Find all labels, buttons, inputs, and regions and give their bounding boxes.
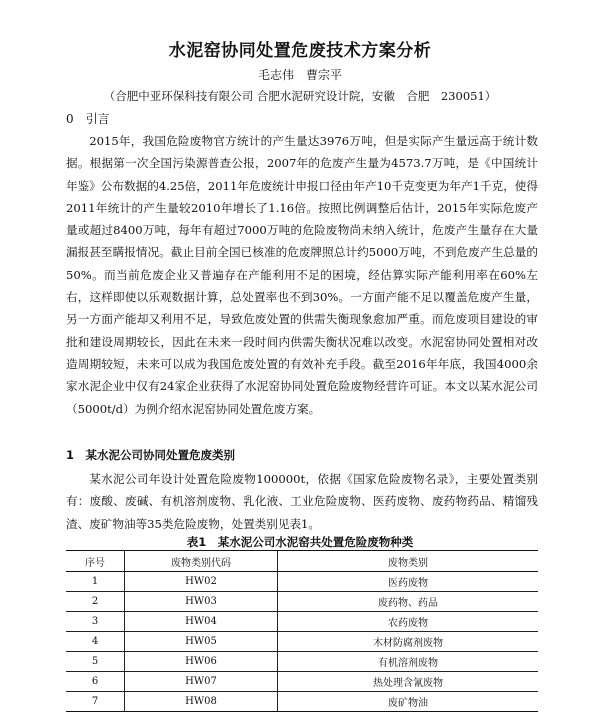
- header-index: 序号: [66, 551, 125, 572]
- table-row: [66, 632, 538, 652]
- cell-code: HW05: [125, 632, 278, 652]
- cell-index: 5: [66, 652, 125, 672]
- authors: 毛志伟 曹宗平: [257, 68, 342, 82]
- cell-category: 农药废物: [278, 612, 539, 632]
- section-heading-intro: 0 引言: [66, 112, 110, 126]
- affiliation: （合肥中亚环保科技有限公司 合肥水泥研究设计院，安徽 合肥 230051）: [103, 89, 497, 103]
- table-row: [66, 572, 538, 592]
- table-row: [66, 652, 538, 672]
- section-heading-categories: 1 某水泥公司协同处置危废类别: [66, 448, 235, 462]
- paper-title: 水泥窑协同处置危废技术方案分析: [168, 41, 432, 61]
- cell-code: HW07: [125, 672, 278, 692]
- table-caption: 表1 某水泥公司水泥窑共处置危险废物种类: [186, 535, 414, 549]
- cell-index: 7: [66, 692, 125, 712]
- cell-category: 有机溶剂废物: [278, 652, 539, 672]
- intro-paragraph: 2015年，我国危险废物官方统计的产生量达3976万吨，但是实际产生量远高于统计数据。根据第一次全国污染源普查公报，2007年的危废产生量为4573.7万吨，是《中国统计年鉴》公布数据的4.25倍，2011年危废统计申报口径由年产10千克变更为年产1千克，使得2011年统计的产生量较2010年增长了1.16倍。按照比例调整后估计，2015年实际危废产量或超过8400万吨，每年有超过7000万吨的危险废物尚未纳入统计，危废产生量存在大量漏报甚至瞒报情况。截止目前全国已核准的危废牌照总计约5000万吨，不到危废产生总量的50%。而当前危废企业又普遍存在产能利用不足的困境，经估算实际产能利用率在60%左右，这样即使以乐观数据计算，总处置率也不到30%。一方面产能不足以覆盖危废产生量，另一方面产能却又利用不足，导致危废处置的供需失衡现象愈加严重。而危废项目建设的审批和建设周期较长，因此在未来一段时间内供需失衡状况难以改变。水泥窑协同处置相对改造周期较短，未来可以成为我国危废处置的有效补充手段。截至2016年年底，我国4000余家水泥企业中仅有24家企业获得了水泥窑协同处置危险废物经营许可证。本文以某水泥公司（5000t/d）为例介绍水泥窑协同处置危废方案。: [66, 134, 538, 416]
- cell-index: 4: [66, 632, 125, 652]
- cell-category: 废矿物油: [278, 692, 539, 712]
- header-code: 废物类别代码: [125, 551, 278, 572]
- cell-category: 热处理含氰废物: [278, 672, 539, 692]
- cell-category: 木材防腐剂废物: [278, 632, 539, 652]
- cell-category: 医药废物: [278, 572, 539, 592]
- waste-category-table: [66, 550, 538, 712]
- cell-index: 1: [66, 572, 125, 592]
- cell-index: 3: [66, 612, 125, 632]
- table-row: [66, 612, 538, 632]
- cell-index: 2: [66, 592, 125, 612]
- cell-category: 废药物、药品: [278, 592, 539, 612]
- header-category: 废物类别: [278, 551, 539, 572]
- table-header-row: [66, 551, 538, 572]
- table-row: [66, 592, 538, 612]
- cell-code: HW04: [125, 612, 278, 632]
- cell-code: HW06: [125, 652, 278, 672]
- categories-paragraph: 某水泥公司年设计处置危险废物100000t，依据《国家危险废物名录》，主要处置类别有：废酸、废碱、有机溶剂废物、乳化液、工业危险废物、医药废物、废药物药品、精馏残渣、废矿物油等35类危险废物，处置类别见表1。: [66, 472, 538, 531]
- table-row: [66, 672, 538, 692]
- cell-code: HW08: [125, 692, 278, 712]
- cell-code: HW03: [125, 592, 278, 612]
- table-row: [66, 692, 538, 712]
- cell-index: 6: [66, 672, 125, 692]
- cell-code: HW02: [125, 572, 278, 592]
